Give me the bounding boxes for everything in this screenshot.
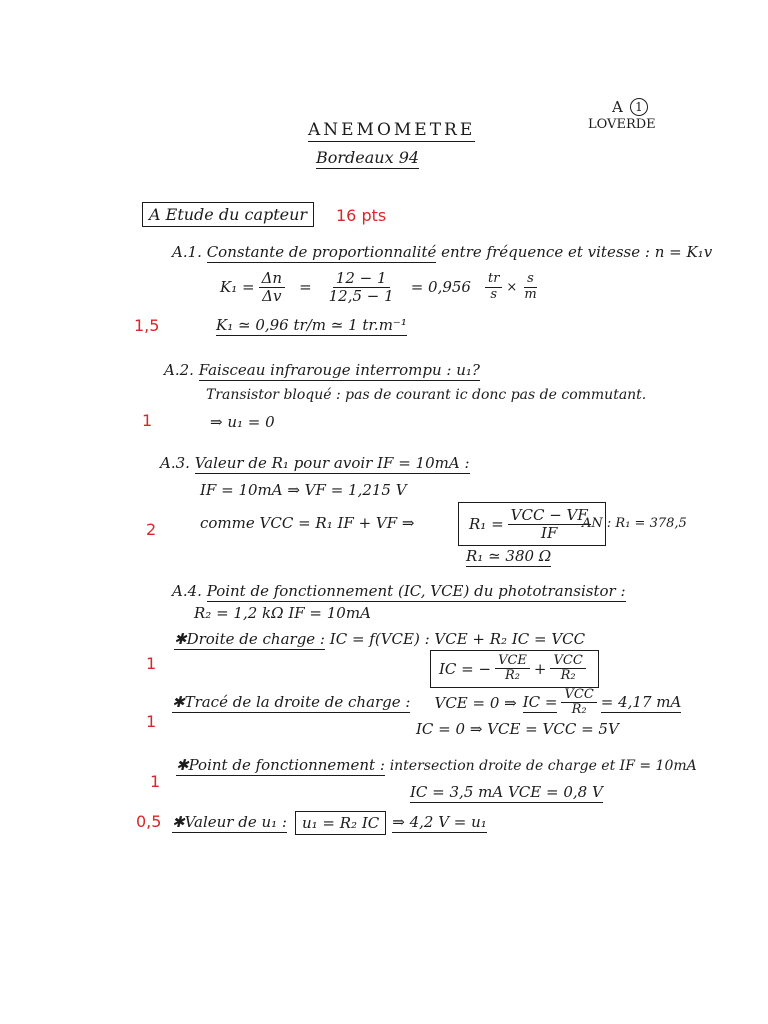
- section-points: 16 pts: [336, 206, 387, 225]
- a4-heading: [172, 582, 626, 600]
- a4-l2: [172, 688, 681, 718]
- a4-l1-den2: R₂: [560, 668, 576, 684]
- a2-score: 1: [142, 411, 153, 430]
- a4-l3-text: intersection droite de charge et IF = 10mA: [389, 758, 697, 774]
- a4-l4-box: u₁ = R₂ IC: [295, 811, 386, 835]
- a4-l1-text: IC = f(VCE) : VCE + R₂ IC = VCC: [329, 630, 586, 648]
- a2-title: Faisceau infrarouge interrompu : u₁?: [198, 361, 480, 379]
- a3-box-den: IF: [541, 523, 558, 542]
- a3-result: R₁ ≃ 380 Ω: [466, 547, 552, 565]
- a2-line1: Transistor bloqué : pas de courant ic donc pas de commutant.: [206, 387, 647, 403]
- a4-l2-line2: IC = 0 ⇒ VCE = VCC = 5V: [416, 720, 619, 738]
- a4-l2-score: 1: [146, 712, 157, 731]
- author-name: LOVERDE: [588, 117, 656, 132]
- a3-heading: [160, 454, 470, 472]
- a4-l4: [172, 811, 487, 835]
- page-number: 1: [630, 98, 648, 116]
- a1-unit2-fraction: [521, 272, 539, 302]
- a1-f-fraction: [326, 270, 397, 304]
- a1-unit-sep: ×: [506, 279, 518, 295]
- a1-eq1: =: [299, 278, 312, 296]
- a4-l1-frac1: [495, 654, 530, 684]
- page-title: ANEMOMETRE: [308, 120, 476, 140]
- a1-k-fraction: [259, 270, 286, 304]
- a4-l3: [176, 756, 697, 774]
- a1-unit-num: tr: [485, 272, 502, 287]
- a4-label: A.4.: [172, 582, 202, 600]
- a4-l3-line2: IC = 3,5 mA VCE = 0,8 V: [410, 783, 603, 801]
- a1-f-den: 12,5 − 1: [328, 286, 394, 305]
- a4-l4-title: ✱Valeur de u₁ :: [172, 813, 287, 831]
- a4-l4-score: 0,5: [136, 812, 162, 831]
- a1-rest: entre fréquence et vitesse :: [441, 243, 650, 261]
- a1-unit-den: s: [490, 286, 498, 302]
- a4-l1-num1: VCE: [495, 654, 530, 669]
- a1-unit-fraction: [485, 272, 502, 302]
- a1-eq2: = 0,956: [410, 278, 471, 296]
- a4-l1-title: ✱Droite de charge :: [174, 630, 325, 648]
- a4-l1-box-lhs: IC = −: [439, 659, 492, 678]
- a3-box-lhs: R₁ =: [469, 515, 504, 533]
- a1-score: 1,5: [134, 316, 160, 335]
- a1-relation: n = K₁v: [654, 243, 713, 261]
- a4-l1-frac2: [550, 654, 585, 684]
- a3-score: 2: [146, 520, 157, 539]
- a3-line2: comme VCC = R₁ IF + VF ⇒: [200, 514, 415, 532]
- a1-unit2-den: m: [524, 286, 537, 302]
- a3-box-num: VCC − VF: [508, 507, 591, 525]
- a4-l1: [174, 630, 585, 648]
- a4-l2-text: VCE = 0 ⇒: [434, 693, 517, 712]
- a4-l2-val: = 4,17 mA: [600, 692, 682, 711]
- a3-label: A.3.: [160, 454, 190, 472]
- a2-line2: ⇒ u₁ = 0: [210, 413, 275, 431]
- page-mark: A: [612, 98, 623, 116]
- a4-l1-den1: R₂: [504, 668, 520, 684]
- a1-unit2-num: s: [524, 272, 537, 287]
- a2-heading: [164, 361, 480, 379]
- a4-l2-den: R₂: [571, 702, 587, 718]
- a4-l2-title: ✱Tracé de la droite de charge :: [172, 692, 411, 711]
- a4-l1-plus: +: [533, 659, 547, 678]
- a3-box-fraction: [508, 507, 591, 541]
- a4-l3-score: 1: [150, 772, 161, 791]
- a1-title: Constante de proportionnalité: [206, 243, 437, 261]
- a1-k-lhs: K₁ =: [220, 278, 255, 296]
- a4-l4-result: ⇒ 4,2 V = u₁: [392, 813, 487, 831]
- a3-numeric: AN : R₁ = 378,5: [582, 516, 687, 531]
- a3-title: Valeur de R₁ pour avoir IF = 10mA :: [194, 454, 470, 472]
- a4-given: R₂ = 1,2 kΩ IF = 10mA: [194, 604, 371, 622]
- a1-k-num: Δn: [259, 270, 286, 288]
- a4-l2-num: VCC: [561, 688, 596, 703]
- a3-line1: IF = 10mA ⇒ VF = 1,215 V: [200, 481, 407, 499]
- a4-l2-ic: IC =: [522, 692, 558, 711]
- a4-l3-title: ✱Point de fonctionnement :: [176, 756, 385, 774]
- a1-formula: [220, 270, 544, 304]
- a4-l1-num2: VCC: [550, 654, 585, 669]
- a4-title: Point de fonctionnement (IC, VCE) du phototransistor :: [206, 582, 626, 600]
- a1-heading: [172, 243, 712, 261]
- a1-k-den: Δv: [262, 286, 282, 305]
- a4-l1-box: [430, 650, 599, 688]
- a2-label: A.2.: [164, 361, 194, 379]
- page-subtitle: Bordeaux 94: [316, 148, 420, 167]
- a1-result: K₁ ≃ 0,96 tr/m ≃ 1 tr.m⁻¹: [216, 316, 407, 334]
- a4-l1-score: 1: [146, 654, 157, 673]
- section-heading: A Etude du capteur: [142, 202, 314, 227]
- a1-f-num: 12 − 1: [333, 270, 390, 288]
- a4-l2-frac: [561, 688, 596, 718]
- a1-label: A.1.: [172, 243, 202, 261]
